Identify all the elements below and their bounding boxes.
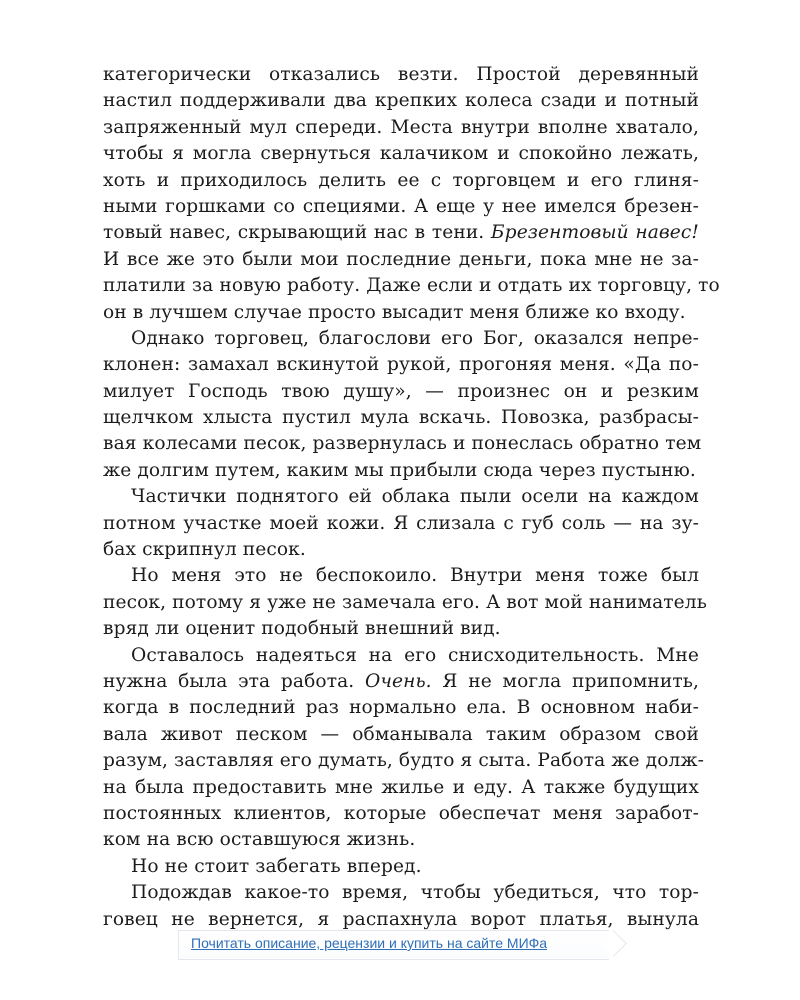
book-page bbox=[103, 62, 720, 933]
text-line: ком на всю оставшуюся жизнь. bbox=[103, 829, 416, 851]
text-line: вряд ли оценит подобный внешний вид. bbox=[103, 618, 501, 640]
text-line bbox=[103, 669, 699, 695]
text-line: чтобы я могла свернуться калачиком и спокойно лежать, bbox=[103, 143, 699, 165]
text-line: настил поддерживали два крепких колеса сзади и потный bbox=[103, 90, 699, 112]
text-line: запряженный мул спереди. Места внутри вполне хватало, bbox=[103, 116, 699, 138]
text-line: же долгим путем, каким мы прибыли сюда через пустыню. bbox=[103, 459, 696, 481]
text-line bbox=[103, 220, 699, 246]
text-line: И все же это были мои последние деньги, пока мне не за- bbox=[103, 248, 699, 270]
text-line: вая колесами песок, развернулась и понеслась обратно тем bbox=[103, 433, 702, 455]
text-line: щелчком хлыста пустил мула вскачь. Повозка, разбрасы- bbox=[103, 407, 699, 429]
italic-emphasis: Брезентовый навес! bbox=[490, 222, 699, 244]
text-line: хоть и приходилось делить ее с торговцем и его глиня- bbox=[103, 169, 699, 191]
text-line: Частички поднятого ей облака пыли осели на каждом bbox=[131, 486, 699, 508]
text-line: разум, заставляя его думать, будто я сыта. Работа же долж- bbox=[103, 750, 704, 772]
text-line: Оставалось надеяться на его снисходительность. Мне bbox=[131, 644, 699, 666]
text-segment: Я не могла припомнить, bbox=[431, 670, 699, 692]
text-line: Подождав какое-то время, чтобы убедиться, что тор- bbox=[131, 882, 699, 904]
text-line: на была предоставить мне жилье и еду. А также будущих bbox=[103, 776, 699, 798]
italic-emphasis: Очень. bbox=[365, 670, 432, 692]
text-segment: нужна была эта работа. bbox=[103, 670, 365, 692]
text-line: потном участке моей кожи. Я слизала с губ соль — на зу- bbox=[103, 512, 699, 534]
buy-on-mif-link[interactable]: Почитать описание, рецензии и купить на сайте МИФа bbox=[191, 935, 548, 951]
text-line: бах скрипнул песок. bbox=[103, 539, 306, 561]
text-line: категорически отказались везти. Простой деревянный bbox=[103, 64, 699, 85]
text-line: Но меня это не беспокоило. Внутри меня тоже был bbox=[131, 565, 699, 587]
text-line: клонен: замахал вскинутой рукой, прогоняя меня. «Да по- bbox=[103, 354, 699, 376]
text-line: когда в последний раз нормально ела. В основном наби- bbox=[103, 697, 699, 719]
text-line: он в лучшем случае просто высадит меня ближе ко входу. bbox=[103, 301, 686, 323]
text-line: постоянных клиентов, которые обеспечат меня заработ- bbox=[103, 802, 699, 824]
buy-link-banner[interactable] bbox=[178, 930, 618, 960]
text-line: песок, потому я уже не замечала его. А вот мой наниматель bbox=[103, 591, 707, 613]
text-line: милует Господь твою душу», — произнес он и резким bbox=[103, 380, 699, 402]
text-line: ными горшками со специями. А еще у нее имелся брезен- bbox=[103, 195, 699, 217]
text-segment: товый навес, скрывающий нас в тени. bbox=[103, 222, 491, 244]
text-line: вала живот песком — обманывала таким образом свой bbox=[103, 723, 699, 745]
text-line: Однако торговец, благослови его Бог, оказался непре- bbox=[131, 327, 699, 349]
text-line: Но не стоит забегать вперед. bbox=[131, 855, 422, 877]
text-line: платили за новую работу. Даже если и отдать их торговцу, то bbox=[103, 275, 720, 297]
text-line: говец не вернется, я распахнула ворот платья, вынула bbox=[103, 908, 699, 930]
